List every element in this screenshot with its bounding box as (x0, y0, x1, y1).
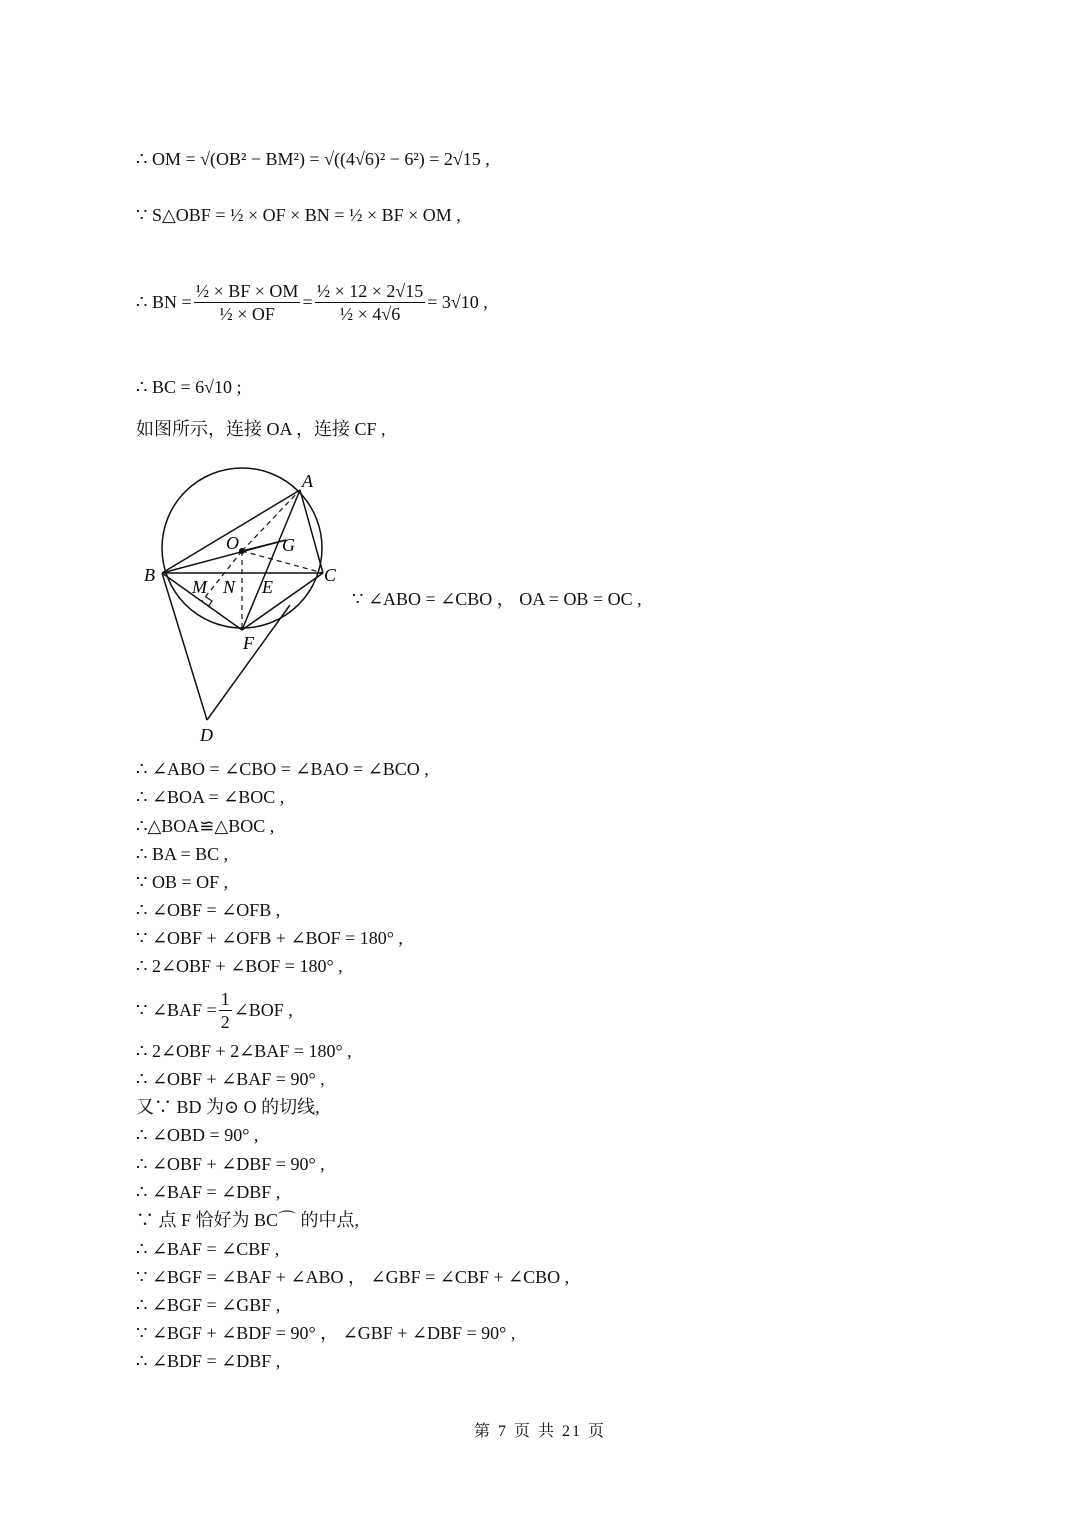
proof-line-7: ∴ ∠ABO = ∠CBO = ∠BAO = ∠BCO , (136, 759, 429, 779)
half-num: 1 (220, 988, 230, 1009)
equals-sign: = (302, 292, 313, 312)
proof-line-24: ∵ ∠BGF = ∠BAF + ∠ABO ， ∠GBF = ∠CBF + ∠CBO , (136, 1267, 570, 1287)
point-o (239, 548, 245, 554)
proof-line-22: ∵ 点 F 恰好为 BC⌒ 的中点, (136, 1210, 360, 1230)
bn-fraction-1-den: ½ × OF (219, 303, 275, 324)
geometry-figure (140, 465, 360, 750)
proof-line-8: ∴ ∠BOA = ∠BOC , (136, 787, 285, 807)
proof-line-13: ∵ ∠OBF + ∠OFB + ∠BOF = 180° , (136, 928, 403, 948)
proof-line-15 (136, 985, 293, 1035)
label-c: C (324, 565, 337, 585)
label-o: O (226, 533, 239, 553)
proof-line-27: ∴ ∠BDF = ∠DBF , (136, 1351, 281, 1371)
proof-line-14: ∴ 2∠OBF + ∠BOF = 180° , (136, 956, 343, 976)
half-fraction (219, 988, 232, 1033)
segment-df (207, 605, 290, 720)
equation-bc: ∴ BC = 6√10 ; (136, 377, 242, 397)
label-g: G (282, 535, 295, 555)
proof-line-10: ∴ BA = BC , (136, 844, 229, 864)
proof-line-21: ∴ ∠BAF = ∠DBF , (136, 1182, 281, 1202)
label-n: N (223, 577, 236, 597)
label-a: A (302, 471, 313, 491)
proof-line-16: ∴ 2∠OBF + 2∠BAF = 180° , (136, 1041, 352, 1061)
proof-line-26: ∵ ∠BGF + ∠BDF = 90° ， ∠GBF + ∠DBF = 90° , (136, 1323, 516, 1343)
label-b: B (144, 565, 155, 585)
baf-rhs: ∠BOF , (233, 1000, 293, 1020)
proof-line-17: ∴ ∠OBF + ∠BAF = 90° , (136, 1069, 325, 1089)
bn-result: = 3√10 , (427, 292, 488, 312)
label-e: E (262, 577, 273, 597)
label-m: M (192, 577, 207, 597)
bn-fraction-2-den: ½ × 4√6 (339, 303, 401, 324)
dashed-om (202, 551, 242, 601)
equation-om: ∴ OM = √(OB² − BM²) = √((4√6)² − 6²) = 2√15 , (136, 149, 490, 169)
proof-line-18: 又∵ BD 为⊙ O 的切线, (136, 1097, 320, 1117)
proof-line-12: ∴ ∠OBF = ∠OFB , (136, 900, 281, 920)
page-footer: 第 7 页 共 21 页 (473, 1423, 606, 1440)
bn-fraction-2-num: ½ × 12 × 2√15 (316, 280, 424, 301)
bn-fraction-1-num: ½ × BF × OM (195, 280, 299, 301)
label-d: D (200, 725, 213, 745)
proof-line-23: ∴ ∠BAF = ∠CBF , (136, 1239, 280, 1259)
equation-area-obf: ∵ S△OBF = ½ × OF × BN = ½ × BF × OM , (136, 205, 461, 225)
bn-lhs: ∴ BN = (136, 292, 192, 312)
proof-line-19: ∴ ∠OBD = 90° , (136, 1125, 259, 1145)
label-f: F (243, 633, 254, 653)
proof-line-9: ∴△BOA≌△BOC , (136, 816, 275, 836)
equation-angles-given: ∵ ∠ABO = ∠CBO ， OA = OB = OC , (352, 589, 642, 609)
bn-fraction-1 (194, 280, 301, 325)
baf-lhs: ∵ ∠BAF = (136, 1000, 217, 1020)
proof-line-20: ∴ ∠OBF + ∠DBF = 90° , (136, 1154, 325, 1174)
proof-line-11: ∵ OB = OF , (136, 872, 229, 892)
equation-bn (136, 262, 488, 342)
text-connect: 如图所示，连接 OA ，连接 CF , (136, 419, 386, 439)
proof-line-25: ∴ ∠BGF = ∠GBF , (136, 1295, 281, 1315)
half-den: 2 (220, 1011, 230, 1032)
bn-fraction-2 (315, 280, 426, 325)
